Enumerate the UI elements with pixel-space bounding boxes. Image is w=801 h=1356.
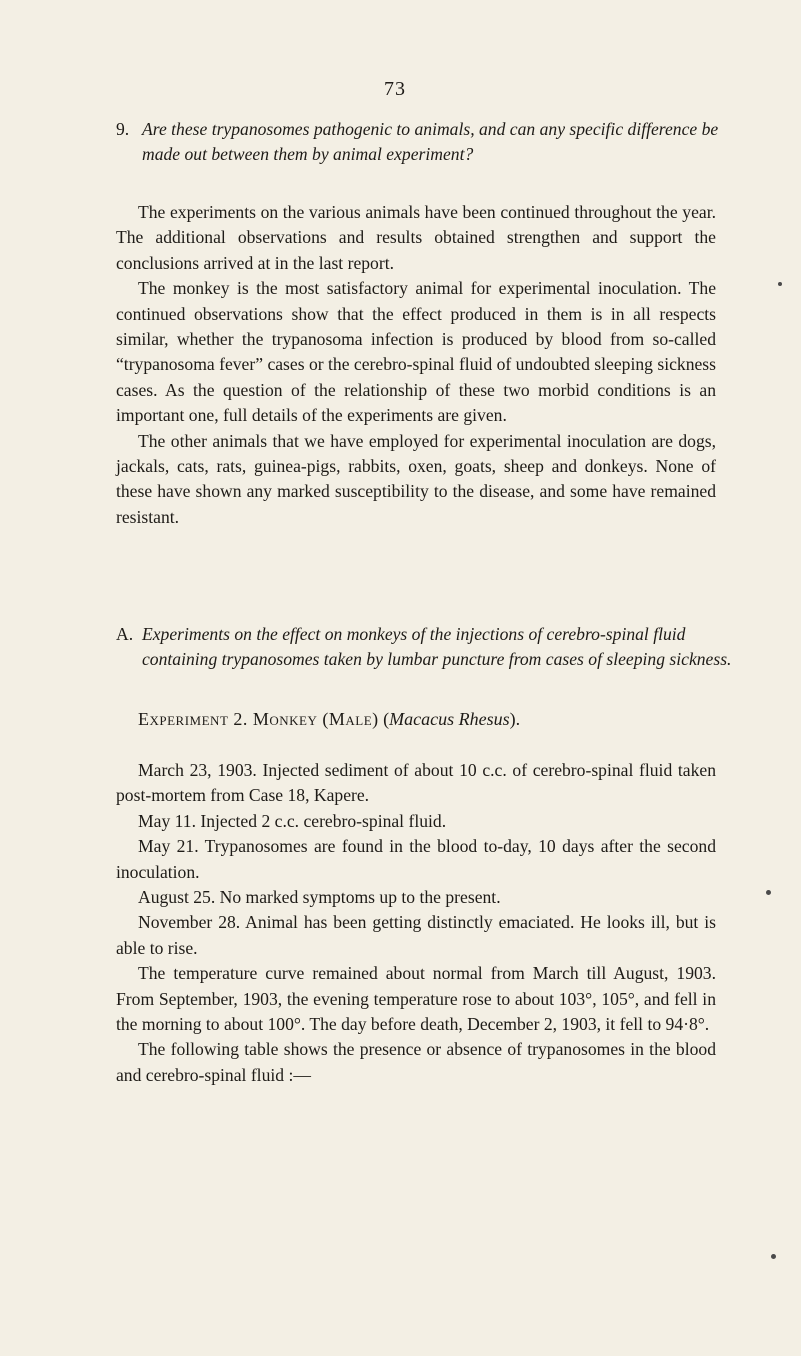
entry-august-25: August 25. No marked symptoms up to the present.	[138, 887, 501, 908]
experiment-close-paren: ).	[509, 709, 521, 729]
entry-november-28: November 28. Animal has been getting distinctly emaciated. He looks ill, but is able to rise.	[116, 912, 716, 958]
entry-may-21: May 21. Trypanosomes are found in the blood to-day, 10 days after the second inoculation.	[116, 836, 716, 882]
entry-march-23: March 23, 1903. Injected sediment of about 10 c.c. of cerebro-spinal fluid taken post-mortem from Case 18, Kapere.	[116, 760, 716, 806]
experiment-title: Experiment 2. Monkey (Male)	[138, 709, 379, 729]
experiment-record	[116, 758, 716, 1088]
entry-may-11: May 11. Injected 2 c.c. cerebro-spinal fluid.	[138, 810, 447, 831]
paragraph-other-animals: The other animals that we have employed for experimental inoculation are dogs, jackals, cats, rats, guinea-pigs, rabbits, oxen, goats, sheep and donkeys. None of these have shown any marked susceptibility to the disease, and some have remained resistant.	[116, 430, 716, 527]
question-text: Are these trypanosomes pathogenic to animals, and can any specific difference be made out between them by animal experiment?	[142, 119, 719, 165]
experiment-open-paren: (	[383, 709, 390, 729]
margin-speck	[766, 890, 771, 895]
question-number: 9.	[116, 119, 130, 139]
experiment-heading	[138, 707, 738, 732]
paragraph-table-intro: The following table shows the presence or absence of trypanosomes in the blood and cerebro-spinal fluid :—	[116, 1039, 716, 1085]
paragraph-experiments-continued: The experiments on the various animals have been continued throughout the year. The additional observations and results obtained strengthen and support the conclusions arrived at in the last report.	[116, 202, 716, 273]
page-number: 73	[384, 78, 406, 100]
margin-speck	[778, 282, 782, 286]
paragraph-monkey-inoculation: The monkey is the most satisfactory animal for experimental inoculation. The continued observations show that the effect produced in them is in all respects similar, whether the trypanosoma infection is produced by blood from so-called “trypanosoma fever” cases or the cerebro-spinal fluid of undoubted sleeping sickness cases. As the question of the relationship of these two morbid conditions is an important one, full details of the experiments are given.	[116, 278, 716, 426]
section-a-label: A.	[116, 624, 134, 644]
question-9	[116, 117, 742, 168]
paragraph-temperature-curve: The temperature curve remained about normal from March till August, 1903. From September, 1903, the evening temperature rose to about 103°, 105°, and fell in the morning to about 100°. The day before death, December 2, 1903, it fell to 94·8°.	[116, 963, 716, 1035]
margin-speck	[771, 1254, 776, 1259]
section-a-heading	[116, 622, 742, 673]
section-a-text: Experiments on the effect on monkeys of the injections of cerebro-spinal fluid containing trypanosomes taken by lumbar puncture from cases of sleeping sickness.	[142, 624, 732, 670]
experiment-species: Macacus Rhesus	[389, 709, 510, 729]
introduction-text	[116, 200, 716, 530]
